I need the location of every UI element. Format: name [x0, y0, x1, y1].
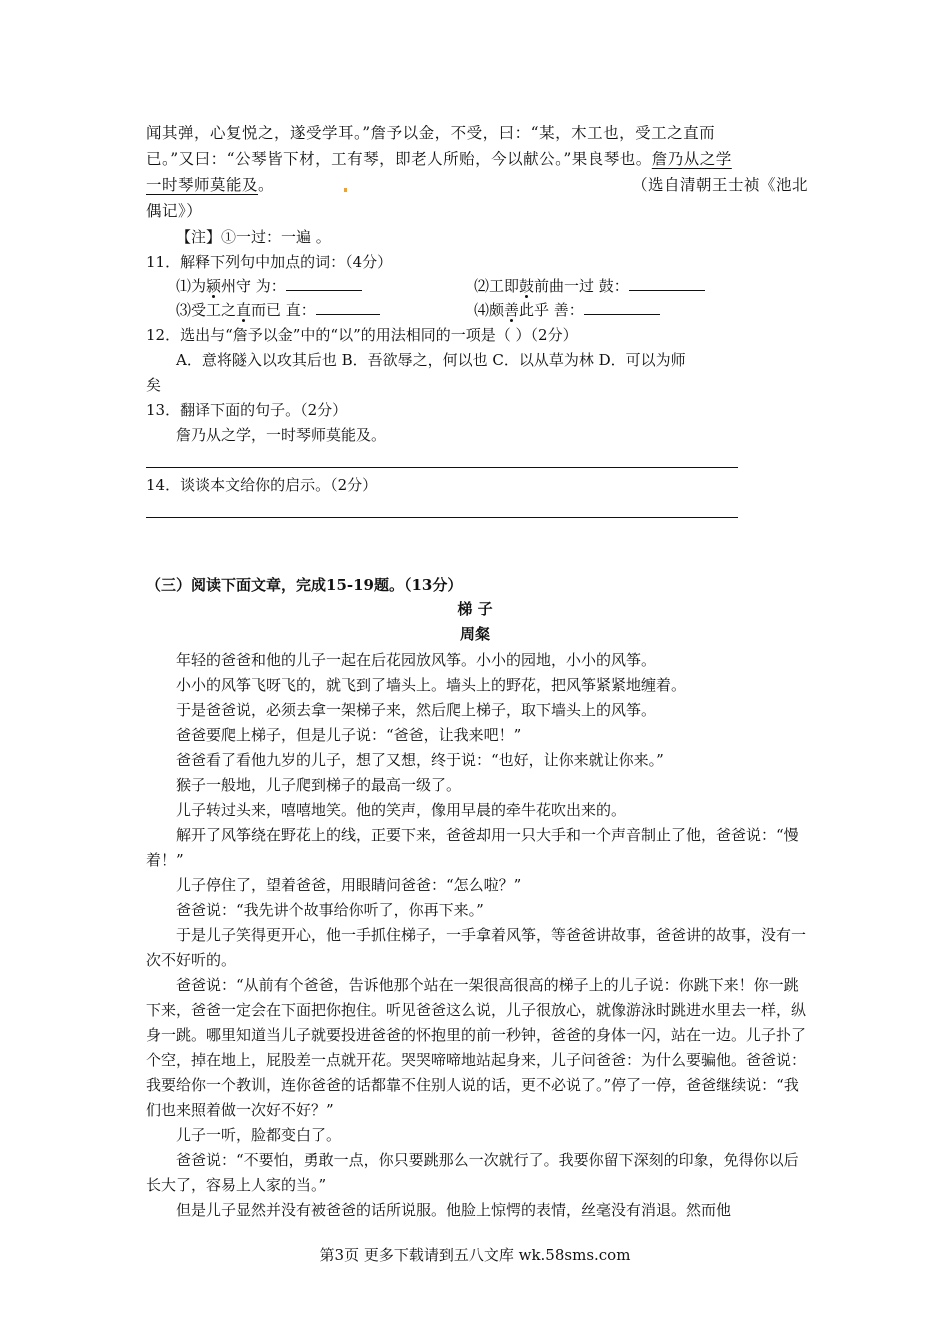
question-12-stem: 12．选出与“詹予以金”中的“以”的用法相同的一项是（ ）（2分） — [146, 326, 578, 344]
q11-item-3-pre: ⑶受工之 — [176, 301, 237, 319]
underlined-sentence-part-2: 一时琴师莫能及 — [146, 176, 259, 194]
source-citation-end: 偶记》） — [146, 202, 203, 220]
page-footer: 第3页 更多下载请到五八文库 wk.58sms.com — [319, 1246, 631, 1264]
story-paragraph: 但是儿子显然并没有被爸爸的话所说服。他脸上惊愕的表情，丝毫没有消退。然而他 — [176, 1201, 732, 1219]
q11-item-3-dotted-word: 直 — [236, 301, 252, 319]
q11-item-1-post: 州守 为： — [221, 277, 286, 295]
passage-line-2-text: 已。”又曰：“公琴皆下材，工有琴，即老人所贻，今以献公。”果良琴也。 — [146, 150, 652, 168]
story-paragraph: 年轻的爸爸和他的儿子一起在后花园放风筝。小小的园地，小小的风筝。 — [176, 651, 657, 669]
q11-item-1-pre: ⑴为 — [176, 277, 207, 295]
story-body — [146, 648, 808, 1223]
story-paragraph: 爸爸说：“不要怕，勇敢一点，你只要跳那么一次就行了。我要你留下深刻的印象，免得你以后长大了，容易上人家的当。” — [146, 1151, 799, 1194]
q11-answer-blank-4[interactable] — [584, 300, 660, 315]
question-13-stem: 13．翻译下面的句子。（2分） — [146, 401, 348, 419]
story-paragraph: 儿子转过头来，嘻嘻地笑。他的笑声，像用早晨的牵牛花吹出来的。 — [176, 801, 627, 819]
story-paragraph: 解开了风筝绕在野花上的线，正要下来，爸爸却用一只大手和一个声音制止了他，爸爸说：“慢着！” — [146, 826, 799, 869]
q13-answer-line[interactable] — [146, 467, 738, 468]
question-13-sentence: 詹乃从之学，一时琴师莫能及。 — [176, 426, 387, 444]
story-paragraph: 爸爸要爬上梯子，但是儿子说：“爸爸，让我来吧！” — [176, 726, 522, 744]
story-paragraph: 爸爸说：“我先讲个故事给你听了，你再下来。” — [176, 901, 484, 919]
story-paragraph: 猴子一般地，儿子爬到梯子的最高一级了。 — [176, 776, 462, 794]
question-11-stem: 11．解释下列句中加点的词：（4分） — [146, 253, 393, 271]
story-paragraph: 于是儿子笑得更开心，他一手抓住梯子，一手拿着风筝，等爸爸讲故事，爸爸讲的故事，没有一次不好听的。 — [146, 926, 807, 969]
story-paragraph: 爸爸说：“从前有个爸爸，告诉他那个站在一架很高很高的梯子上的儿子说：你跳下来！你一跳下来，爸爸一定会在下面把你抱住。听见爸爸这么说，儿子很放心，就像游泳时跳进水里去一样，纵身一跳。哪里知道当儿子就要投进爸爸的怀抱里的前一秒钟，爸爸的身体一闪，站在一边。儿子扑了个空，掉在地上，屁股差一点就开花。哭哭啼啼地站起身来，儿子问爸爸：为什么要骗他。爸爸说：我要给你一个教训，连你爸爸的话都靠不住别人说的话，更不必说了。”停了一停，爸爸继续说：“我们也来照着做一次好不好？” — [146, 976, 807, 1119]
question-12-options-wrap: 矣 — [146, 376, 162, 394]
q11-item-3-post: 而已 直： — [251, 301, 316, 319]
q11-item-2-pre: ⑵工即 — [474, 277, 520, 295]
q11-item-4 — [474, 298, 774, 323]
story-paragraph: 于是爸爸说，必须去拿一架梯子来，然后爬上梯子，取下墙头上的风筝。 — [176, 701, 657, 719]
stray-mark — [344, 188, 347, 192]
q11-item-2 — [474, 274, 774, 299]
source-citation: （选自清朝王士祯《池北 — [631, 176, 808, 194]
question-12-options: A．意将隧入以攻其后也 B．吾欲辱之，何以也 C．以从草为林 D．可以为师 — [176, 351, 686, 369]
q11-item-3 — [176, 298, 476, 323]
q11-item-4-pre: ⑷颇 — [474, 301, 505, 319]
passage-line-2 — [146, 147, 808, 172]
passage-line-1: 闻其弹，心复悦之，遂受学耳。”詹予以金，不受，曰：“某，木工也，受工之直而 — [146, 124, 716, 142]
underlined-sentence-part-1: 詹乃从之学 — [651, 150, 732, 168]
q11-answer-blank-1[interactable] — [286, 276, 362, 291]
q14-answer-line[interactable] — [146, 517, 738, 518]
story-author: 周粲 — [459, 625, 490, 643]
story-paragraph: 儿子一听，脸都变白了。 — [176, 1126, 342, 1144]
question-14-stem: 14．谈谈本文给你的启示。（2分） — [146, 476, 378, 494]
q11-answer-blank-3[interactable] — [316, 300, 380, 315]
q11-item-2-dotted-word: 鼓 — [519, 277, 535, 295]
q11-item-2-post: 前曲一过 鼓： — [534, 277, 629, 295]
q11-answer-blank-2[interactable] — [629, 276, 705, 291]
annotation-note: 【注】①一过：一遍 。 — [176, 228, 331, 246]
story-paragraph: 儿子停住了，望着爸爸，用眼睛问爸爸：“怎么啦？” — [176, 876, 522, 894]
q11-item-4-dotted-word: 善 — [504, 301, 520, 319]
section-3-heading: （三）阅读下面文章，完成15-19题。（13分） — [146, 576, 463, 594]
q11-item-1-dotted-word: 颍 — [206, 277, 222, 295]
story-paragraph: 小小的风筝飞呀飞的，就飞到了墙头上。墙头上的野花，把风筝紧紧地缠着。 — [176, 676, 687, 694]
story-title: 梯 子 — [457, 600, 493, 618]
story-paragraph: 爸爸看了看他九岁的儿子，想了又想，终于说：“也好，让你来就让你来。” — [176, 751, 664, 769]
q11-item-1 — [176, 274, 476, 299]
passage-line-3 — [146, 173, 808, 198]
passage-line-3-end: 。 — [258, 176, 275, 194]
q11-item-4-post: 此乎 善： — [519, 301, 584, 319]
